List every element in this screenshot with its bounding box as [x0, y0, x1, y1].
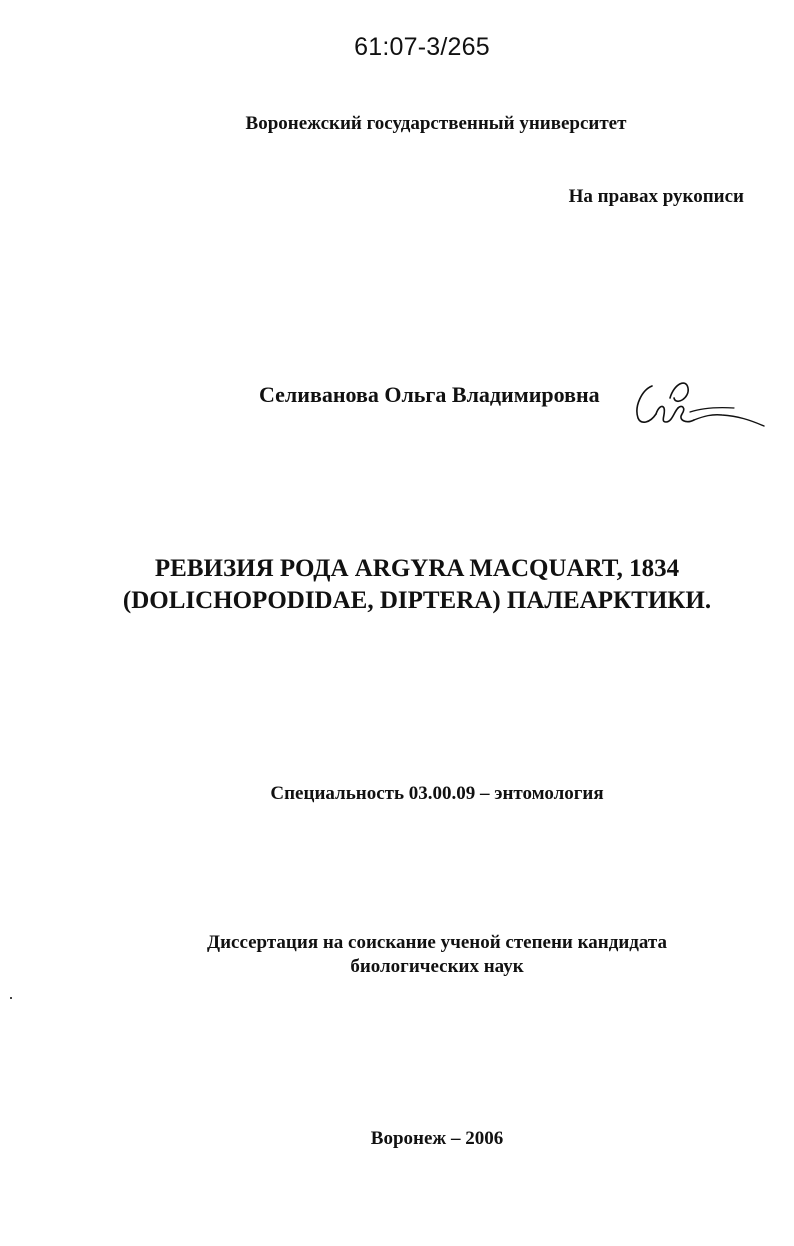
- city-year: Воронеж – 2006: [370, 1128, 504, 1149]
- catalog-code: 61:07-3/265: [354, 33, 490, 61]
- scan-speck: [10, 997, 12, 999]
- university-name: Воронежский государственный университет: [245, 113, 627, 134]
- degree-line-2: биологических наук: [350, 956, 524, 977]
- author-name: Селиванова Ольга Владимировна: [259, 382, 600, 407]
- specialty: Специальность 03.00.09 – энтомология: [270, 783, 604, 804]
- degree-statement: [0, 931, 794, 979]
- degree-line-1: Диссертация на соискание ученой степени кандидата: [207, 932, 667, 953]
- dissertation-title: [0, 553, 794, 617]
- signature-icon: [630, 368, 770, 438]
- title-line-2: (DOLICHOPODIDAE, DIPTERA) ПАЛЕАРКТИКИ.: [122, 587, 712, 614]
- rights-notice: На правах рукописи: [568, 186, 744, 207]
- title-line-1: РЕВИЗИЯ РОДА ARGYRA MACQUART, 1834: [154, 555, 680, 582]
